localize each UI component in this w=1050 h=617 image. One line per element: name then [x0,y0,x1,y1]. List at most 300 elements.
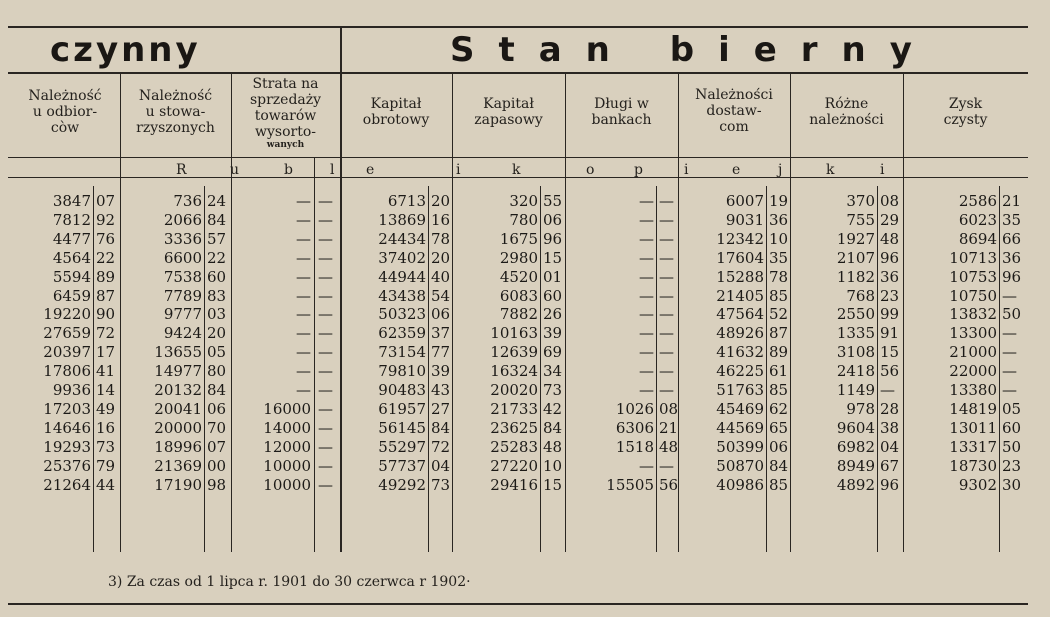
rubles-cell: — [639,267,654,286]
kopecks-cell: — [659,192,674,210]
rubles-cell: — [639,343,654,362]
kopecks-cell: 60 [207,267,227,286]
rubles-cell: 780 [509,210,538,229]
kopecks-cell: 21 [659,418,679,437]
rubles-cell: 16000 [263,399,311,418]
rubles-cell: 49292 [378,475,426,494]
rubles-cell: 6083 [499,286,538,305]
kopecks-cell: 50 [1002,437,1022,456]
kopecks-cell: 91 [880,324,900,343]
rubles-cell: 21733 [490,399,538,418]
column-header: Długi w bankach [591,96,652,128]
kopecks-cell: — [318,475,333,494]
rubles-cell: 13300 [949,324,997,343]
kopecks-cell: 07 [207,437,227,456]
kopecks-cell: 76 [96,229,116,248]
rubles-cell: 12000 [263,437,311,456]
rubles-cell: 25283 [490,437,538,456]
rubles-cell: 19220 [43,305,91,324]
kopecks-cell: 84 [207,210,227,229]
rubles-cell: 7882 [499,305,538,324]
kopecks-cell: 85 [769,381,789,399]
kopecks-cell: 22 [96,248,116,267]
kopecks-cell: 78 [769,267,789,286]
kopecks-cell: 83 [207,286,227,305]
rubles-cell: 1675 [499,229,538,248]
unit-header-letter: e [732,162,741,178]
rubles-cell: 12639 [490,343,538,362]
rubles-cell: — [296,286,311,305]
unit-header-letter: l [330,162,335,178]
kopecks-cell: 56 [880,362,900,381]
kopecks-cell: — [318,248,333,267]
table-row [0,212,1050,228]
rubles-cell: 9936 [52,381,91,399]
column-header: Zysk czysty [943,96,988,128]
kopecks-cell: 55 [543,192,563,210]
rubles-cell: 12342 [716,229,764,248]
rubles-cell: 7812 [52,210,91,229]
kopecks-cell: 36 [1002,248,1022,267]
rubles-cell: — [296,343,311,362]
rubles-cell: 50399 [716,437,764,456]
kopecks-cell: — [1002,343,1017,362]
rubles-cell: 14646 [43,418,91,437]
rubles-cell: 5594 [52,267,91,286]
kopecks-cell: 42 [543,399,563,418]
kopecks-cell: 04 [880,437,900,456]
column-header: Należność u odbior- còw [28,88,102,136]
kopecks-cell: 84 [543,418,563,437]
rubles-cell: 47564 [716,305,764,324]
kopecks-cell: 79 [96,456,116,475]
rubles-cell: 46225 [716,362,764,381]
rubles-cell: 24434 [378,229,426,248]
rubles-cell: 13655 [154,343,202,362]
kopecks-cell: 62 [769,399,789,418]
kopecks-cell: 73 [96,437,116,456]
kopecks-cell: 92 [96,210,116,229]
footnote: 3) Za czas od 1 lipca r. 1901 do 30 czerwca r 1902· [108,574,471,590]
unit-header-letter: u [230,162,240,178]
kopecks-cell: 44 [96,475,116,494]
kopecks-cell: 50 [1002,305,1022,324]
kopecks-cell: 70 [207,418,227,437]
kopecks-cell: 27 [431,399,451,418]
rubles-cell: — [639,286,654,305]
kopecks-cell: — [659,381,674,399]
kopecks-cell: 87 [96,286,116,305]
kopecks-cell: 57 [207,229,227,248]
unit-header-letter: k [826,162,835,178]
kopecks-cell: 96 [543,229,563,248]
rubles-cell: 15505 [606,475,654,494]
kopecks-cell: 69 [543,343,563,362]
rubles-cell: 1335 [836,324,875,343]
kopecks-cell: — [659,305,674,324]
top-rule [8,26,1028,28]
rubles-cell: 13011 [949,418,997,437]
rubles-cell: 9302 [958,475,997,494]
unit-header-letter: e [366,162,375,178]
rubles-cell: 4892 [836,475,875,494]
rubles-cell: 10713 [949,248,997,267]
rubles-cell: 9424 [163,324,202,343]
rubles-cell: 4520 [499,267,538,286]
rubles-cell: 3847 [52,192,91,210]
kopecks-cell: 29 [880,210,900,229]
rubles-cell: 20020 [490,381,538,399]
table-row [0,363,1050,379]
kopecks-cell: 73 [543,381,563,399]
kopecks-cell: — [659,343,674,362]
kopecks-cell: — [659,324,674,343]
kopecks-cell: 56 [659,475,679,494]
kopecks-cell: 52 [769,305,789,324]
kopecks-cell: 20 [431,248,451,267]
kopecks-cell: 96 [1002,267,1022,286]
rubles-cell: 2418 [836,362,875,381]
rubles-cell: — [639,362,654,381]
rubles-cell: 20041 [154,399,202,418]
rubles-cell: 1927 [836,229,875,248]
rubles-cell: — [639,456,654,475]
kopecks-cell: 17 [96,343,116,362]
kopecks-cell: 20 [431,192,451,210]
kopecks-cell: — [318,437,333,456]
table-row [0,420,1050,436]
table-row [0,269,1050,285]
rubles-cell: 6306 [615,418,654,437]
table-row [0,477,1050,493]
rubles-cell: — [296,248,311,267]
rubles-cell: 2980 [499,248,538,267]
kopecks-cell: 39 [431,362,451,381]
kopecks-cell: — [1002,324,1017,343]
rubles-cell: 18730 [949,456,997,475]
kopecks-cell: — [318,418,333,437]
unit-header-letter: k [512,162,521,178]
rubles-cell: 1149 [836,381,875,399]
rubles-cell: 37402 [378,248,426,267]
rubles-cell: 13317 [949,437,997,456]
rubles-cell: 17203 [43,399,91,418]
rubles-cell: 62359 [378,324,426,343]
rubles-cell: 40986 [716,475,764,494]
kopecks-cell: — [318,210,333,229]
rubles-cell: 17806 [43,362,91,381]
rubles-cell: 6459 [52,286,91,305]
rubles-cell: 320 [509,192,538,210]
kopecks-cell: 66 [1002,229,1022,248]
kopecks-cell: — [318,381,333,399]
table-row [0,458,1050,474]
rubles-cell: 14000 [263,418,311,437]
kopecks-cell: 26 [543,305,563,324]
kopecks-cell: 89 [769,343,789,362]
unit-header-letter: j [778,162,783,178]
kopecks-cell: 49 [96,399,116,418]
rubles-cell: — [639,229,654,248]
rubles-cell: 19293 [43,437,91,456]
rubles-cell: 8949 [836,456,875,475]
kopecks-cell: 05 [207,343,227,362]
rubles-cell: 4477 [52,229,91,248]
rubles-cell: 768 [846,286,875,305]
rubles-cell: — [296,267,311,286]
rubles-cell: 14819 [949,399,997,418]
kopecks-cell: 38 [880,418,900,437]
unit-header-letter: p [634,162,643,178]
kopecks-cell: 00 [207,456,227,475]
kopecks-cell: 20 [207,324,227,343]
rubles-cell: 21000 [949,343,997,362]
kopecks-cell: — [1002,381,1017,399]
rubles-cell: 25376 [43,456,91,475]
rubles-cell: — [296,210,311,229]
rubles-cell: 7789 [163,286,202,305]
rubles-cell: 27659 [43,324,91,343]
rubles-cell: — [296,324,311,343]
table-row [0,231,1050,247]
column-header: Należność u stowa- rzyszonych [136,88,215,136]
kopecks-cell: — [659,267,674,286]
kopecks-cell: 67 [880,456,900,475]
kopecks-cell: — [659,456,674,475]
rubles-cell: — [296,362,311,381]
kopecks-cell: 36 [880,267,900,286]
kopecks-cell: 36 [769,210,789,229]
unit-header-letter: i [684,162,689,178]
rubles-cell: 21264 [43,475,91,494]
kopecks-cell: 04 [431,456,451,475]
kopecks-cell: 35 [1002,210,1022,229]
rubles-cell: 9031 [725,210,764,229]
kopecks-cell: 06 [431,305,451,324]
kopecks-cell: 05 [1002,399,1022,418]
rubles-cell: 55297 [378,437,426,456]
kopecks-cell: 84 [769,456,789,475]
rubles-cell: 15288 [716,267,764,286]
unit-header-letter: b [284,162,293,178]
kopecks-cell: 78 [431,229,451,248]
kopecks-cell: — [318,267,333,286]
kopecks-cell: 23 [1002,456,1022,475]
rubles-cell: — [296,192,311,210]
kopecks-cell: 30 [1002,475,1022,494]
rubles-cell: 21369 [154,456,202,475]
kopecks-cell: 80 [207,362,227,381]
kopecks-cell: 87 [769,324,789,343]
kopecks-cell: — [318,286,333,305]
rubles-cell: 20000 [154,418,202,437]
rubles-cell: 17190 [154,475,202,494]
table-row [0,325,1050,341]
rubles-cell: 10000 [263,456,311,475]
kopecks-cell: 39 [543,324,563,343]
rubles-cell: 20397 [43,343,91,362]
kopecks-cell: 48 [659,437,679,456]
kopecks-cell: 85 [769,475,789,494]
kopecks-cell: 60 [543,286,563,305]
kopecks-cell: 72 [431,437,451,456]
kopecks-cell: 15 [880,343,900,362]
rubles-cell: 13832 [949,305,997,324]
column-header: Kapitał zapasowy [474,96,543,128]
kopecks-cell: 41 [96,362,116,381]
rubles-cell: 1026 [615,399,654,418]
title-rule [8,72,1028,74]
kopecks-cell: — [1002,362,1017,381]
kopecks-cell: 22 [207,248,227,267]
rubles-cell: 51763 [716,381,764,399]
rubles-cell: — [296,381,311,399]
rubles-cell: 7538 [163,267,202,286]
unit-header-letter: i [456,162,461,178]
section-title-passive: Stan bierny [450,30,936,70]
kopecks-cell: 03 [207,305,227,324]
kopecks-cell: — [318,399,333,418]
rubles-cell: 10753 [949,267,997,286]
unit-header-letter: R [176,162,187,178]
rubles-cell: 14977 [154,362,202,381]
kopecks-cell: — [318,305,333,324]
rubles-cell: 50323 [378,305,426,324]
rubles-cell: 755 [846,210,875,229]
rubles-cell: 10000 [263,475,311,494]
kopecks-cell: 72 [96,324,116,343]
kopecks-cell: 99 [880,305,900,324]
kopecks-cell: 15 [543,248,563,267]
rubles-cell: 6982 [836,437,875,456]
rubles-cell: 6713 [387,192,426,210]
rubles-cell: 48926 [716,324,764,343]
rubles-cell: 6023 [958,210,997,229]
kopecks-cell: — [659,286,674,305]
rubles-cell: 3108 [836,343,875,362]
kopecks-cell: — [659,362,674,381]
rubles-cell: 10750 [949,286,997,305]
kopecks-cell: — [1002,286,1017,305]
rubles-cell: 9604 [836,418,875,437]
rubles-cell: — [639,324,654,343]
rubles-cell: 4564 [52,248,91,267]
rubles-cell: 17604 [716,248,764,267]
rubles-cell: 6600 [163,248,202,267]
rubles-cell: 18996 [154,437,202,456]
column-header: Strata na sprzedaży towarów wysorto- wanych [231,76,340,150]
rubles-cell: — [639,210,654,229]
column-header-small: wanych [266,140,305,150]
rubles-cell: 43438 [378,286,426,305]
kopecks-cell: 07 [96,192,116,210]
kopecks-cell: 48 [543,437,563,456]
kopecks-cell: 61 [769,362,789,381]
kopecks-cell: 01 [543,267,563,286]
kopecks-cell: 85 [769,286,789,305]
kopecks-cell: — [659,248,674,267]
bottom-rule [8,603,1028,605]
kopecks-cell: 98 [207,475,227,494]
kopecks-cell: 21 [1002,192,1022,210]
table-row [0,401,1050,417]
kopecks-cell: 37 [431,324,451,343]
kopecks-cell: 06 [769,437,789,456]
header-rule [8,157,1028,158]
rubles-cell: 1518 [615,437,654,456]
rubles-cell: 8694 [958,229,997,248]
kopecks-cell: 19 [769,192,789,210]
rubles-cell: 3336 [163,229,202,248]
rubles-cell: 13380 [949,381,997,399]
rubles-cell: 2066 [163,210,202,229]
rubles-cell: 13869 [378,210,426,229]
table-row [0,382,1050,398]
rubles-cell: 61957 [378,399,426,418]
rubles-cell: 20132 [154,381,202,399]
kopecks-cell: 77 [431,343,451,362]
rubles-cell: 370 [846,192,875,210]
rubles-cell: 21405 [716,286,764,305]
rubles-cell: 1182 [836,267,875,286]
table-row [0,193,1050,209]
kopecks-cell: — [318,343,333,362]
kopecks-cell: 28 [880,399,900,418]
kopecks-cell: 40 [431,267,451,286]
unit-header-letter: o [586,162,595,178]
kopecks-cell: 23 [880,286,900,305]
kopecks-cell: 06 [207,399,227,418]
rubles-cell: 2586 [958,192,997,210]
rubles-cell: 79810 [378,362,426,381]
kopecks-cell: 48 [880,229,900,248]
kopecks-cell: 84 [207,381,227,399]
kopecks-cell: 65 [769,418,789,437]
section-title-active: czynny [50,30,201,70]
kopecks-cell: 08 [659,399,679,418]
table-row [0,439,1050,455]
kopecks-cell: 54 [431,286,451,305]
kopecks-cell: — [318,362,333,381]
rubles-cell: 44944 [378,267,426,286]
rubles-cell: 45469 [716,399,764,418]
kopecks-cell: 96 [880,248,900,267]
rubles-cell: — [639,381,654,399]
kopecks-cell: 10 [543,456,563,475]
rubles-cell: 41632 [716,343,764,362]
rubles-cell: 57737 [378,456,426,475]
kopecks-cell: 84 [431,418,451,437]
rubles-cell: 736 [173,192,202,210]
rubles-cell: 23625 [490,418,538,437]
rubles-cell: 9777 [163,305,202,324]
table-row [0,306,1050,322]
unit-header-letter: i [880,162,885,178]
kopecks-cell: 06 [543,210,563,229]
rubles-cell: 978 [846,399,875,418]
kopecks-cell: 10 [769,229,789,248]
table-row [0,250,1050,266]
rubles-cell: 73154 [378,343,426,362]
table-row [0,288,1050,304]
rubles-cell: 6007 [725,192,764,210]
rubles-cell: 50870 [716,456,764,475]
table-row [0,344,1050,360]
kopecks-cell: 08 [880,192,900,210]
rubles-cell: 29416 [490,475,538,494]
kopecks-cell: 14 [96,381,116,399]
rubles-cell: 44569 [716,418,764,437]
